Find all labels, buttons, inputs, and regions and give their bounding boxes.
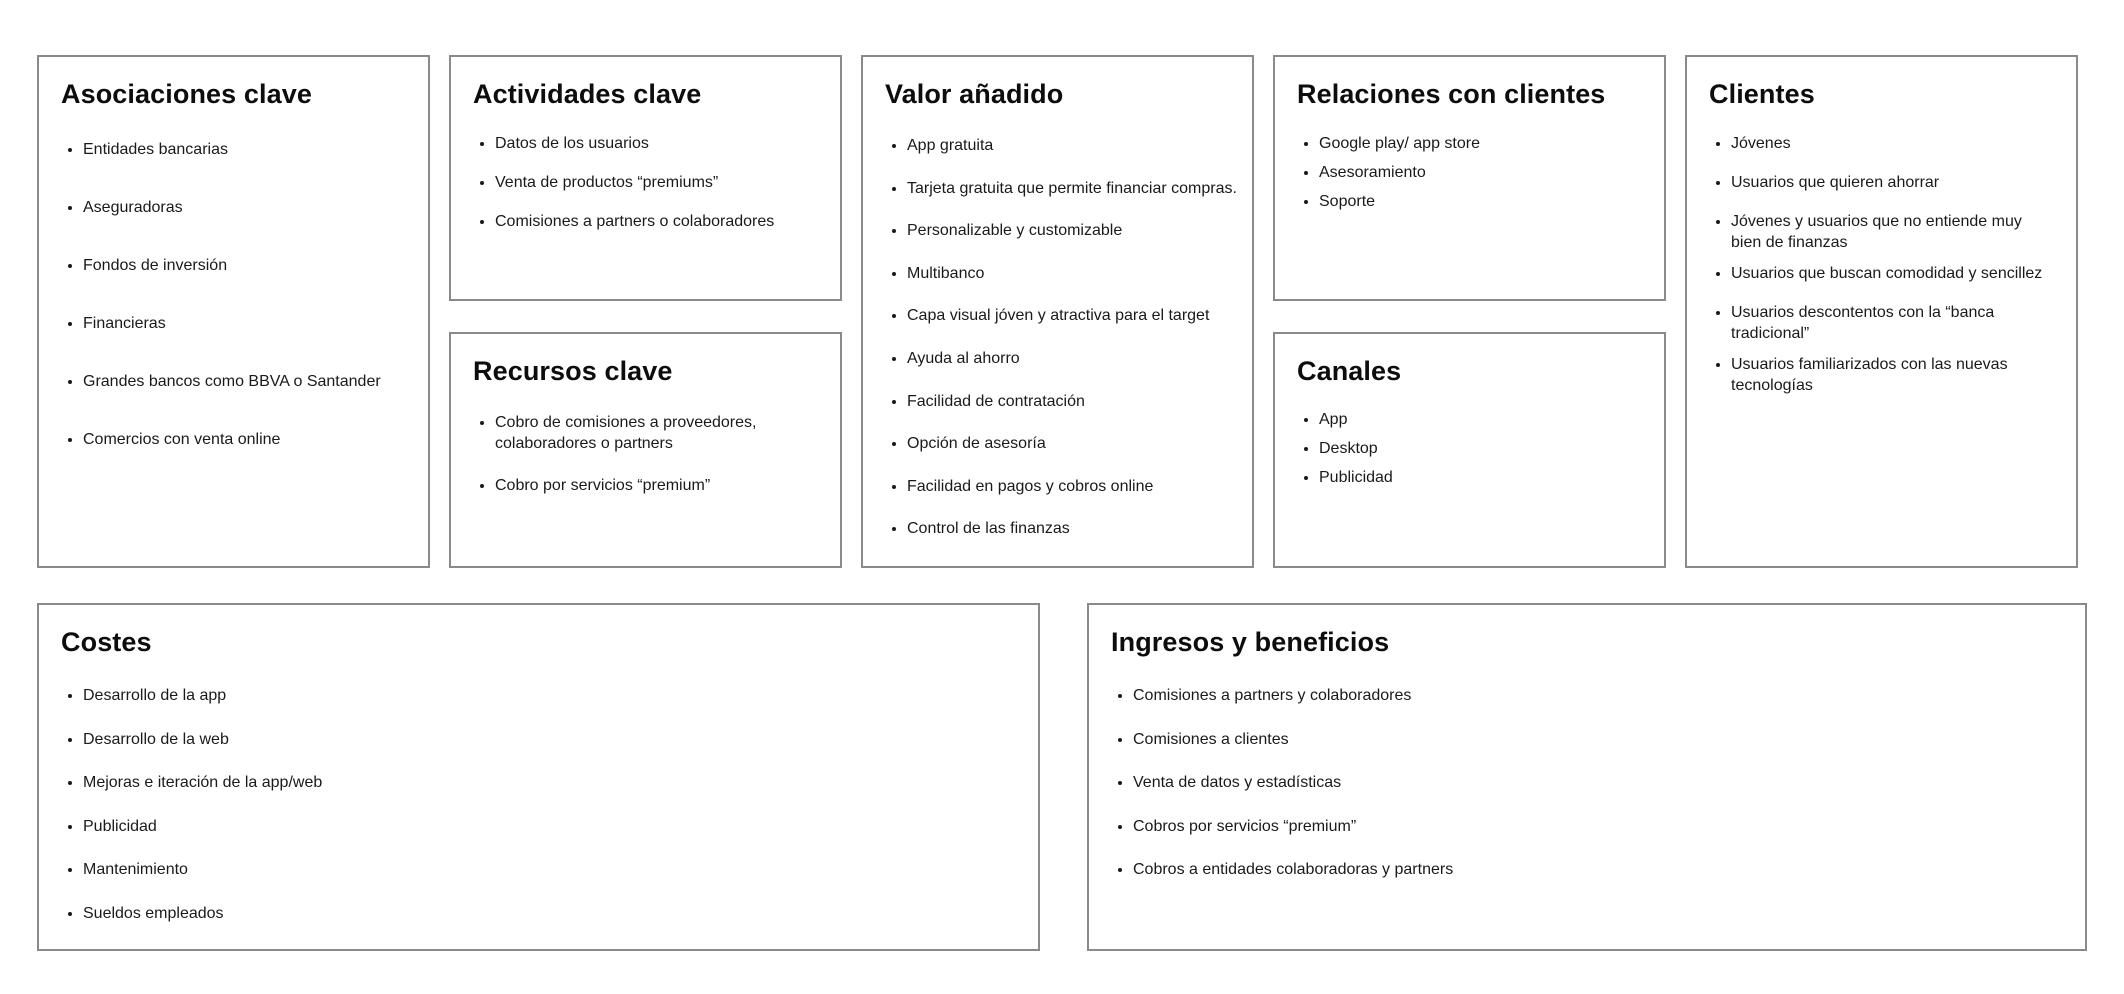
list-item: • App <box>1319 409 1650 430</box>
list-item: • Comisiones a partners y colaboradores <box>1133 685 2071 706</box>
list-item: • Publicidad <box>1319 467 1650 488</box>
channels-title: Canales <box>1297 356 1402 386</box>
key-resources-title: Recursos clave <box>473 356 673 386</box>
revenue-streams-box <box>1087 603 2087 951</box>
key-resources-box <box>449 332 842 568</box>
list-item: • Financieras <box>83 313 414 334</box>
list-item: • Desarrollo de la web <box>83 729 1024 750</box>
channels-list <box>1297 409 1650 496</box>
list-item: • Usuarios que quieren ahorrar <box>1731 172 2056 193</box>
list-item: • Jóvenes <box>1731 133 2056 154</box>
key-activities-list <box>473 133 826 250</box>
list-item: • Usuarios descontentos con la “banca tradicional” <box>1731 302 2056 344</box>
list-item: • Cobros a entidades colaboradoras y partners <box>1133 859 2071 880</box>
customer-segments-box <box>1685 55 2078 568</box>
key-resources-list <box>473 412 826 517</box>
list-item: • Usuarios que buscan comodidad y sencillez <box>1731 263 2056 284</box>
value-proposition-box <box>861 55 1254 568</box>
list-item: • Sueldos empleados <box>83 903 1024 924</box>
list-item: • Usuarios familiarizados con las nuevas tecnologías <box>1731 354 2056 396</box>
customer-segments-title: Clientes <box>1709 79 1815 109</box>
customer-segments-list <box>1709 133 2056 414</box>
key-partners-title: Asociaciones clave <box>61 79 312 109</box>
customer-relationships-box <box>1273 55 1666 301</box>
list-item: • Mantenimiento <box>83 859 1024 880</box>
list-item: • Comercios con venta online <box>83 429 414 450</box>
list-item: • Venta de datos y estadísticas <box>1133 772 2071 793</box>
list-item: • Entidades bancarias <box>83 139 414 160</box>
list-item: • Jóvenes y usuarios que no entiende muy bien de finanzas <box>1731 211 2056 253</box>
key-partners-list <box>61 139 414 487</box>
list-item: • Publicidad <box>83 816 1024 837</box>
list-item: • Capa visual jóven y atractiva para el target <box>907 305 1248 326</box>
list-item: • Datos de los usuarios <box>495 133 826 154</box>
list-item: • Desarrollo de la app <box>83 685 1024 706</box>
channels-box <box>1273 332 1666 568</box>
list-item: • Facilidad en pagos y cobros online <box>907 476 1248 497</box>
cost-structure-box <box>37 603 1040 951</box>
list-item: • Desktop <box>1319 438 1650 459</box>
list-item: • Tarjeta gratuita que permite financiar compras. <box>907 178 1248 199</box>
list-item: • Control de las finanzas <box>907 518 1248 539</box>
list-item: • Multibanco <box>907 263 1248 284</box>
customer-relationships-list <box>1297 133 1650 220</box>
list-item: • Aseguradoras <box>83 197 414 218</box>
list-item: • Grandes bancos como BBVA o Santander <box>83 371 414 392</box>
key-activities-box <box>449 55 842 301</box>
cost-structure-list <box>61 685 1024 947</box>
value-proposition-title: Valor añadido <box>885 79 1064 109</box>
revenue-streams-title: Ingresos y beneficios <box>1111 627 1390 657</box>
list-item: • Soporte <box>1319 191 1650 212</box>
revenue-streams-list <box>1111 685 2071 903</box>
list-item: • Personalizable y customizable <box>907 220 1248 241</box>
key-partners-box <box>37 55 430 568</box>
customer-relationships-title: Relaciones con clientes <box>1297 79 1606 109</box>
list-item: • Mejoras e iteración de la app/web <box>83 772 1024 793</box>
list-item: • Cobro por servicios “premium” <box>495 475 826 496</box>
list-item: • Asesoramiento <box>1319 162 1650 183</box>
list-item: • Venta de productos “premiums” <box>495 172 826 193</box>
list-item: • Google play/ app store <box>1319 133 1650 154</box>
list-item: • Comisiones a partners o colaboradores <box>495 211 826 232</box>
cost-structure-title: Costes <box>61 627 152 657</box>
list-item: • Fondos de inversión <box>83 255 414 276</box>
list-item: • Opción de asesoría <box>907 433 1248 454</box>
list-item: • App gratuita <box>907 135 1248 156</box>
list-item: • Cobro de comisiones a proveedores, colaboradores o partners <box>495 412 826 454</box>
key-activities-title: Actividades clave <box>473 79 702 109</box>
list-item: • Cobros por servicios “premium” <box>1133 816 2071 837</box>
list-item: • Facilidad de contratación <box>907 391 1248 412</box>
list-item: • Comisiones a clientes <box>1133 729 2071 750</box>
value-proposition-list <box>885 135 1248 561</box>
list-item: • Ayuda al ahorro <box>907 348 1248 369</box>
